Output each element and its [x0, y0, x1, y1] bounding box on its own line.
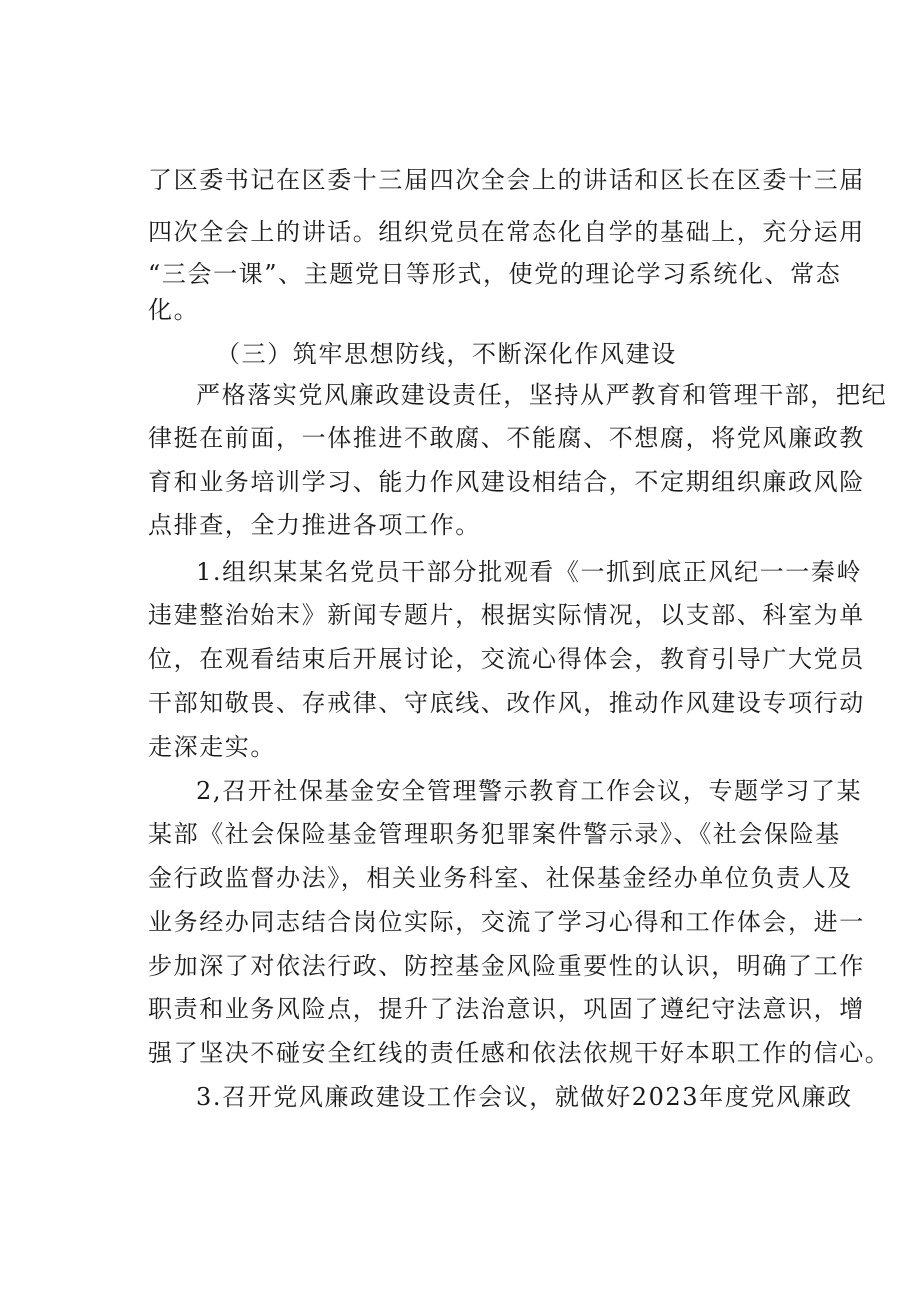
paragraph-line: 严格落实党风廉政建设责任，坚持从严教育和管理干部，把纪	[196, 381, 888, 409]
list-item-line: 2,召开社保基金安全管理警示教育工作会议，专题学习了某	[196, 777, 863, 805]
list-item-line: 某部《社会保险基金管理职务犯罪案件警示录》、《社会保险基	[148, 820, 841, 848]
list-item-line: 步加深了对依法行政、防控基金风险重要性的认识，明确了工作	[148, 952, 865, 980]
list-item-line: 1.组织某某名党员干部分批观看《一抓到底正风纪一一秦岭	[196, 558, 863, 586]
list-item-line: 干部知敬畏、存戒律、守底线、改作风，推动作风建设专项行动	[148, 689, 865, 717]
list-item-line: 3.召开党风廉政建设工作会议，就做好2023年度党风廉政	[196, 1083, 853, 1111]
list-item-line: 强了坚决不碰安全红线的责任感和依法依规干好本职工作的信心。	[148, 1039, 891, 1067]
list-item-line: 走深走实。	[148, 733, 276, 761]
list-item-line: 业务经办同志结合岗位实际，交流了学习心得和工作体会，进一	[148, 908, 865, 936]
paragraph-line: 化。	[148, 296, 200, 324]
paragraph-line: 四次全会上的讲话。组织党员在常态化自学的基础上，充分运用	[148, 218, 865, 246]
paragraph-line: “三会一课”、主题党日等形式，使党的理论学习系统化、常态	[148, 260, 842, 288]
list-item-line: 违建整治始末》新闻专题片，根据实际情况，以支部、科室为单	[148, 601, 865, 629]
paragraph-line: 点排查，全力推进各项工作。	[148, 511, 481, 539]
paragraph-line: 律挺在前面，一体推进不敢腐、不能腐、不想腐，将党风廉政教	[148, 424, 865, 452]
paragraph-line: 了区委书记在区委十三届四次全会上的讲话和区长在区委十三届	[148, 166, 865, 194]
section-heading: （三）筑牢思想防线，不断深化作风建设	[216, 340, 677, 368]
paragraph-line: 育和业务培训学习、能力作风建设相结合，不定期组织廉政风险	[148, 468, 865, 496]
list-item-line: 金行政监督办法》，相关业务科室、社保基金经办单位负责人及	[148, 864, 853, 892]
list-item-line: 位，在观看结束后开展讨论，交流心得体会，教育引导广大党员	[148, 645, 865, 673]
list-item-line: 职责和业务风险点，提升了法治意识，巩固了遵纪守法意识，增	[148, 995, 865, 1023]
